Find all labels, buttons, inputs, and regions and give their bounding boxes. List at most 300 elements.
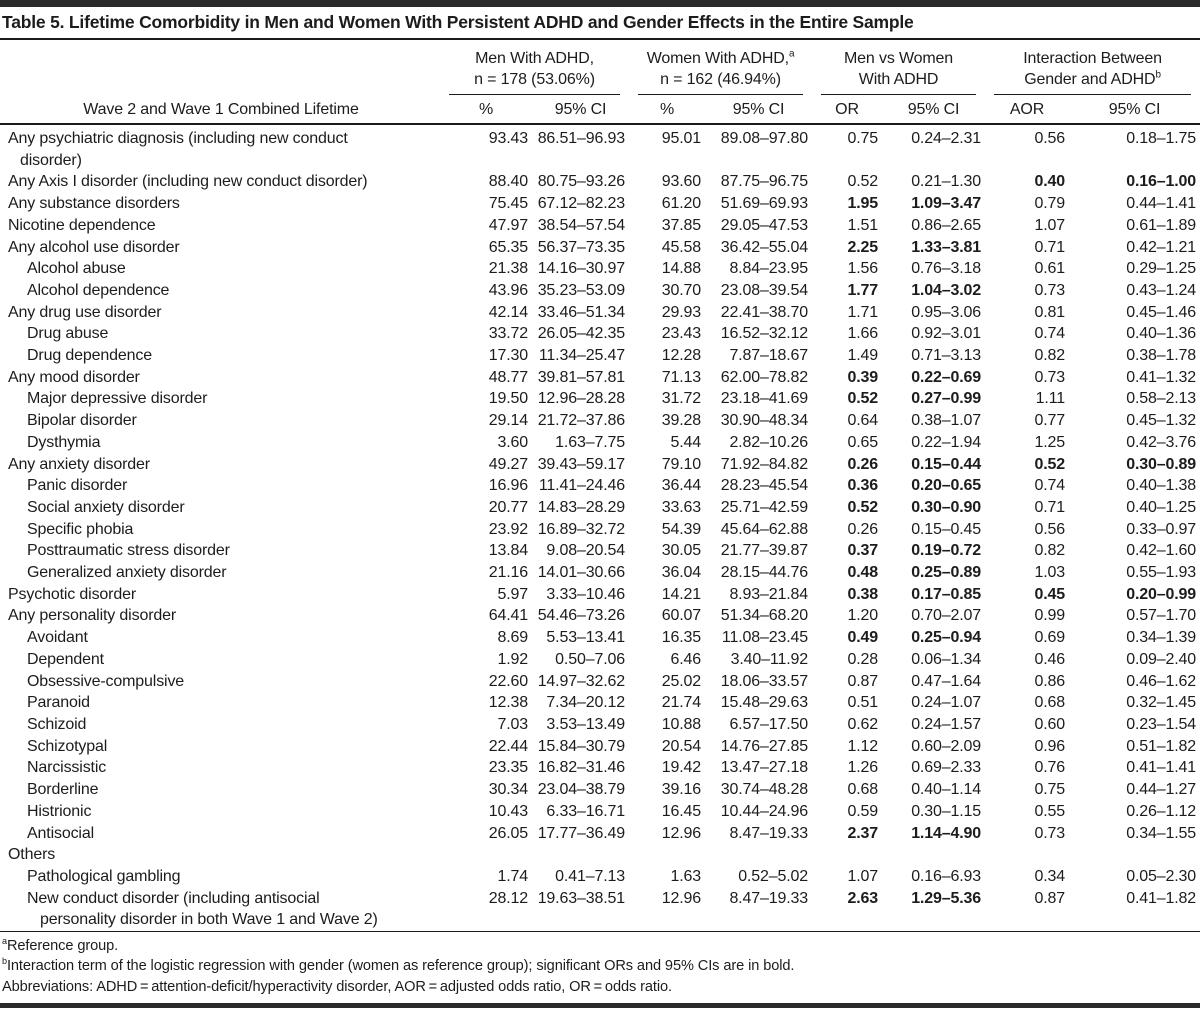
comorbidity-table [0, 40, 1200, 932]
footnote-b-text: Interaction term of the logistic regression with gender (women as reference group); significant ORs and 95% CIs are in bold. [6, 958, 795, 975]
table-row [0, 779, 1200, 801]
value-cell: 29.14 [488, 412, 528, 430]
value-cell: 8.47–19.33 [729, 824, 809, 842]
value-cell: 21.77–39.87 [720, 542, 809, 560]
value-cell: 0.70–2.07 [911, 607, 982, 625]
value-cell: 16.82–31.46 [537, 759, 626, 777]
value-cell: 0.16–1.00 [1126, 173, 1197, 191]
value-cell: 80.75–93.26 [537, 173, 626, 191]
value-cell: 30.74–48.28 [720, 781, 809, 799]
row-label: Drug dependence [27, 347, 152, 365]
value-cell: 0.62 [847, 715, 879, 733]
row-label: Dysthymia [27, 433, 101, 451]
value-cell: 0.45 [1034, 585, 1066, 603]
table-row [0, 671, 1200, 693]
value-cell: 0.15–0.44 [911, 455, 982, 473]
value-cell: 0.38–1.78 [1126, 347, 1197, 365]
row-label: Panic disorder [27, 477, 128, 495]
value-cell [1069, 844, 1200, 866]
value-cell: 5.44 [670, 433, 702, 451]
row-label: Any drug use disorder [8, 303, 162, 321]
value-cell: 64.41 [488, 607, 528, 625]
group-header-men [440, 40, 629, 95]
value-cell: 0.99 [1034, 607, 1066, 625]
value-cell: 29.93 [661, 303, 702, 321]
value-cell: 0.73 [1034, 824, 1066, 842]
table-row [0, 844, 1200, 866]
row-label: Histrionic [27, 802, 92, 820]
value-cell: 16.96 [488, 477, 528, 495]
row-label: Alcohol abuse [27, 260, 126, 278]
value-cell: 0.56 [1034, 130, 1066, 147]
value-cell: 1.51 [847, 216, 879, 234]
value-cell: 0.64 [847, 412, 879, 430]
value-cell: 0.50–7.06 [555, 650, 626, 668]
row-label: Avoidant [27, 629, 88, 647]
value-cell: 0.44–1.27 [1126, 781, 1197, 799]
value-cell: 0.79 [1034, 195, 1066, 213]
value-cell: 14.16–30.97 [537, 260, 626, 278]
value-cell: 0.87 [1034, 889, 1066, 907]
value-cell: 0.86–2.65 [911, 216, 982, 234]
value-cell: 0.51 [847, 694, 879, 712]
value-cell: 0.29–1.25 [1126, 260, 1197, 278]
value-cell: 12.96 [661, 889, 702, 907]
value-cell: 0.24–1.57 [911, 715, 982, 733]
value-cell: 95.01 [661, 130, 702, 147]
row-label: Any personality disorder [8, 607, 177, 625]
value-cell: 0.73 [1034, 368, 1066, 386]
group-women-sup: a [788, 48, 795, 60]
value-cell: 0.95–3.06 [911, 303, 982, 321]
value-cell: 0.40 [1034, 173, 1066, 191]
value-cell: 30.70 [661, 281, 702, 299]
value-cell: 0.71–3.13 [911, 347, 982, 365]
value-cell: 1.33–3.81 [911, 238, 982, 256]
value-cell: 0.42–1.21 [1126, 238, 1197, 256]
value-cell: 20.77 [488, 498, 528, 516]
value-cell: 0.41–1.41 [1126, 759, 1197, 777]
row-label: Alcohol dependence [27, 281, 170, 299]
value-cell: 1.03 [1034, 564, 1066, 582]
row-label: Others [8, 846, 56, 864]
value-cell: 1.63–7.75 [555, 433, 626, 451]
value-cell: 0.17–0.85 [911, 585, 982, 603]
value-cell: 0.22–1.94 [911, 433, 982, 451]
value-cell: 23.92 [488, 520, 528, 538]
value-cell: 93.60 [661, 173, 702, 191]
value-cell: 1.66 [847, 325, 879, 343]
value-cell: 16.52–32.12 [720, 325, 809, 343]
value-cell: 0.76 [1034, 759, 1066, 777]
group-int-line2: Gender and ADHD [1024, 70, 1156, 88]
value-cell: 0.57–1.70 [1126, 607, 1197, 625]
value-cell: 0.74 [1034, 477, 1066, 495]
value-cell: 0.23–1.54 [1126, 715, 1197, 733]
value-cell: 28.15–44.76 [720, 564, 809, 582]
value-cell: 7.03 [497, 715, 528, 733]
value-cell: 22.44 [488, 737, 528, 755]
group-mvw-line1: Men vs Women [844, 50, 954, 67]
value-cell: 49.27 [488, 455, 528, 473]
value-cell: 23.04–38.79 [537, 781, 626, 799]
value-cell: 0.30–0.89 [1126, 455, 1197, 473]
value-cell: 8.93–21.84 [729, 585, 809, 603]
value-cell: 0.37 [847, 542, 879, 560]
table-row [0, 171, 1200, 193]
row-label: Specific phobia [27, 520, 134, 538]
table-row [0, 388, 1200, 410]
table-row [0, 519, 1200, 541]
table-row [0, 280, 1200, 302]
table-row [0, 237, 1200, 259]
value-cell: 54.39 [661, 520, 702, 538]
value-cell: 13.84 [488, 542, 528, 560]
value-cell: 14.88 [661, 260, 702, 278]
value-cell: 0.68 [847, 781, 879, 799]
footnote-a-text: Reference group. [6, 938, 119, 955]
value-cell: 0.60 [1034, 715, 1066, 733]
value-cell: 29.05–47.53 [720, 216, 809, 234]
value-cell: 3.60 [497, 433, 528, 451]
row-label: Any Axis I disorder (including new conduct disorder) [8, 173, 368, 191]
value-cell: 0.82 [1034, 347, 1066, 365]
table-row [0, 801, 1200, 823]
value-cell: 0.30–0.90 [911, 498, 982, 516]
group-int-line1: Interaction Between [1023, 50, 1162, 67]
value-cell: 0.41–1.82 [1126, 889, 1197, 907]
value-cell: 39.28 [661, 412, 702, 430]
value-cell: 23.18–41.69 [720, 390, 809, 408]
value-cell: 0.18–1.75 [1126, 130, 1197, 147]
value-cell: 8.47–19.33 [729, 889, 809, 907]
value-cell: 16.45 [661, 802, 702, 820]
group-int-sup: b [1155, 69, 1161, 81]
value-cell: 0.22–0.69 [911, 368, 982, 386]
row-label: Major depressive disorder [27, 390, 208, 408]
value-cell: 2.63 [847, 889, 879, 907]
value-cell: 0.73 [1034, 281, 1066, 299]
value-cell: 0.26–1.12 [1126, 802, 1197, 820]
value-cell: 0.41–7.13 [555, 867, 626, 885]
value-cell: 47.97 [488, 216, 528, 234]
stub-column-header: Wave 2 and Wave 1 Combined Lifetime [83, 101, 359, 118]
value-cell: 0.74 [1034, 325, 1066, 343]
value-cell: 33.46–51.34 [537, 303, 626, 321]
value-cell: 0.65 [847, 433, 879, 451]
value-cell: 20.54 [661, 737, 702, 755]
value-cell: 17.77–36.49 [537, 824, 626, 842]
value-cell: 0.39 [847, 368, 879, 386]
row-label: Posttraumatic stress disorder [27, 542, 230, 560]
value-cell: 0.27–0.99 [911, 390, 982, 408]
value-cell: 21.16 [488, 564, 528, 582]
row-label: Narcissistic [27, 759, 107, 777]
value-cell: 14.21 [661, 585, 702, 603]
stub-spacer [0, 40, 440, 95]
value-cell: 39.16 [661, 781, 702, 799]
value-cell: 1.12 [847, 737, 879, 755]
value-cell: 15.48–29.63 [720, 694, 809, 712]
value-cell: 0.32–1.45 [1126, 694, 1197, 712]
value-cell: 1.11 [1035, 390, 1066, 408]
value-cell: 0.33–0.97 [1126, 520, 1197, 538]
row-label: Obsessive-compulsive [27, 672, 185, 690]
value-cell: 25.71–42.59 [720, 498, 809, 516]
table-row [0, 475, 1200, 497]
table-row [0, 432, 1200, 454]
table-row [0, 584, 1200, 606]
row-label: Any alcohol use disorder [8, 238, 180, 256]
value-cell: 28.12 [488, 889, 528, 907]
table-row [0, 454, 1200, 476]
value-cell: 12.96 [661, 824, 702, 842]
col-header-men-pct: % [478, 101, 494, 118]
col-header-women-pct: % [659, 101, 675, 118]
value-cell: 0.09–2.40 [1126, 650, 1197, 668]
value-cell: 1.07 [847, 867, 879, 885]
group-header-row [0, 40, 1200, 95]
value-cell: 19.50 [488, 390, 528, 408]
value-cell: 10.44–24.96 [720, 802, 809, 820]
value-cell: 54.46–73.26 [537, 607, 626, 625]
value-cell: 28.23–45.54 [720, 477, 809, 495]
value-cell: 0.40–1.14 [911, 781, 982, 799]
value-cell: 0.40–1.36 [1126, 325, 1197, 343]
value-cell: 0.69–2.33 [911, 759, 982, 777]
value-cell: 26.05 [488, 824, 528, 842]
value-cell: 0.34–1.39 [1126, 629, 1197, 647]
row-label: Schizotypal [27, 737, 108, 755]
value-cell: 0.58–2.13 [1126, 390, 1197, 408]
row-label: Generalized anxiety disorder [27, 564, 227, 582]
value-cell: 71.92–84.82 [720, 455, 809, 473]
value-cell: 35.23–53.09 [537, 281, 626, 299]
table-row [0, 562, 1200, 584]
table-row [0, 345, 1200, 367]
row-label: Paranoid [27, 694, 90, 712]
top-rule [0, 0, 1200, 7]
value-cell: 0.49 [847, 629, 879, 647]
table-row [0, 888, 1200, 932]
value-cell: 5.97 [497, 585, 528, 603]
value-cell: 0.25–0.94 [911, 629, 982, 647]
value-cell: 0.56 [1034, 520, 1066, 538]
value-cell: 39.81–57.81 [537, 368, 626, 386]
value-cell: 10.43 [488, 802, 528, 820]
value-cell: 11.41–24.46 [538, 477, 626, 495]
value-cell: 88.40 [488, 173, 528, 191]
value-cell: 0.82 [1034, 542, 1066, 560]
table-row [0, 627, 1200, 649]
value-cell: 61.20 [661, 195, 702, 213]
row-label: Dependent [27, 650, 104, 668]
value-cell: 0.40–1.38 [1126, 477, 1197, 495]
row-label: Pathological gambling [27, 867, 181, 885]
value-cell: 1.71 [847, 303, 879, 321]
value-cell: 0.81 [1034, 303, 1066, 321]
value-cell: 21.74 [661, 694, 702, 712]
value-cell: 45.58 [661, 238, 702, 256]
value-cell: 87.75–96.75 [720, 173, 809, 191]
value-cell: 48.77 [488, 368, 528, 386]
value-cell: 33.63 [661, 498, 702, 516]
value-cell: 65.35 [488, 238, 528, 256]
value-cell: 71.13 [661, 368, 702, 386]
value-cell: 14.01–30.66 [537, 564, 626, 582]
value-cell: 21.38 [488, 260, 528, 278]
value-cell: 0.87 [847, 672, 879, 690]
row-label: Psychotic disorder [8, 585, 137, 603]
value-cell: 0.60–2.09 [911, 737, 982, 755]
value-cell: 67.12–82.23 [537, 195, 626, 213]
value-cell: 2.25 [847, 238, 879, 256]
value-cell: 0.51–1.82 [1126, 737, 1197, 755]
value-cell: 1.95 [847, 195, 879, 213]
value-cell: 0.61–1.89 [1126, 216, 1197, 234]
value-cell: 0.55–1.93 [1126, 564, 1197, 582]
group-header-men-vs-women [812, 40, 985, 95]
value-cell: 1.74 [497, 867, 528, 885]
value-cell: 23.35 [488, 759, 528, 777]
value-cell: 19.42 [661, 759, 702, 777]
footnotes [0, 932, 1200, 1001]
value-cell: 0.38 [847, 585, 879, 603]
value-cell: 0.45–1.32 [1126, 412, 1197, 430]
value-cell: 36.42–55.04 [720, 238, 809, 256]
table-row [0, 823, 1200, 845]
value-cell: 0.61 [1034, 260, 1066, 278]
bottom-rule [0, 1003, 1200, 1008]
value-cell: 18.06–33.57 [720, 672, 809, 690]
value-cell: 30.05 [661, 542, 702, 560]
row-label: Borderline [27, 781, 99, 799]
value-cell: 0.26 [847, 520, 879, 538]
value-cell: 93.43 [488, 130, 528, 147]
value-cell: 1.25 [1034, 433, 1066, 451]
value-cell: 38.54–57.54 [537, 216, 626, 234]
table-row [0, 605, 1200, 627]
footnote-abbr-text: Abbreviations: ADHD = attention-deficit/hyperactivity disorder, AOR = adjusted odds ratio, OR = odds ratio. [2, 978, 672, 995]
value-cell: 51.34–68.20 [720, 607, 809, 625]
value-cell: 0.19–0.72 [911, 542, 982, 560]
value-cell: 11.34–25.47 [538, 347, 626, 365]
row-label: Social anxiety disorder [27, 498, 185, 516]
table-row [0, 215, 1200, 237]
value-cell: 0.25–0.89 [911, 564, 982, 582]
row-label: New conduct disorder (including antisocial personality disorder in both Wave 1 and Wave 2) [27, 889, 378, 929]
value-cell: 0.46–1.62 [1126, 672, 1197, 690]
table-row [0, 757, 1200, 779]
value-cell: 0.26 [847, 455, 879, 473]
value-cell: 0.86 [1034, 672, 1066, 690]
value-cell: 2.37 [847, 824, 879, 842]
table-row [0, 692, 1200, 714]
value-cell: 0.77 [1034, 412, 1066, 430]
table-row [0, 866, 1200, 888]
table-row [0, 302, 1200, 324]
value-cell: 0.24–2.31 [911, 130, 982, 147]
row-label: Any mood disorder [8, 368, 140, 386]
value-cell: 0.92–3.01 [911, 325, 982, 343]
value-cell: 0.52 [847, 390, 879, 408]
value-cell: 26.05–42.35 [537, 325, 626, 343]
value-cell: 0.76–3.18 [911, 260, 982, 278]
table-title: Table 5. Lifetime Comorbidity in Men and Women With Persistent ADHD and Gender Effects in the Entire Sample [0, 7, 1200, 40]
footnote-abbreviations [2, 977, 1198, 997]
value-cell: 36.04 [661, 564, 702, 582]
value-cell: 0.46 [1034, 650, 1066, 668]
value-cell: 1.56 [847, 260, 879, 278]
value-cell: 0.44–1.41 [1126, 195, 1197, 213]
value-cell: 1.26 [847, 759, 879, 777]
value-cell: 0.43–1.24 [1126, 281, 1197, 299]
col-header-aor: AOR [1009, 101, 1045, 118]
value-cell: 15.84–30.79 [537, 737, 626, 755]
value-cell: 0.15–0.45 [911, 520, 982, 538]
value-cell: 0.47–1.64 [911, 672, 982, 690]
value-cell: 0.16–6.93 [911, 867, 982, 885]
value-cell: 0.42–3.76 [1126, 433, 1197, 451]
value-cell: 3.40–11.92 [730, 650, 809, 668]
row-label: Drug abuse [27, 325, 109, 343]
value-cell: 14.76–27.85 [720, 737, 809, 755]
value-cell: 1.09–3.47 [911, 195, 982, 213]
group-header-women [629, 40, 812, 95]
value-cell: 0.55 [1034, 802, 1066, 820]
value-cell: 0.20–0.99 [1126, 585, 1197, 603]
col-header-or: OR [835, 101, 859, 118]
value-cell: 0.45–1.46 [1126, 303, 1197, 321]
value-cell: 0.38–1.07 [911, 412, 982, 430]
value-cell: 0.48 [847, 564, 879, 582]
value-cell [812, 844, 882, 866]
value-cell: 86.51–96.93 [537, 130, 626, 147]
value-cell: 14.83–28.29 [537, 498, 626, 516]
value-cell: 75.45 [488, 195, 528, 213]
value-cell: 43.96 [488, 281, 528, 299]
value-cell: 22.60 [488, 672, 528, 690]
group-men-line2: n = 178 (53.06%) [474, 70, 595, 88]
value-cell: 62.00–78.82 [720, 368, 809, 386]
table-row [0, 258, 1200, 280]
row-label: Bipolar disorder [27, 412, 137, 430]
value-cell: 9.08–20.54 [546, 542, 626, 560]
footnote-b [2, 956, 1198, 976]
value-cell: 1.92 [497, 650, 528, 668]
value-cell: 0.68 [1034, 694, 1066, 712]
value-cell: 8.84–23.95 [729, 260, 809, 278]
value-cell: 79.10 [661, 455, 702, 473]
value-cell: 31.72 [661, 390, 702, 408]
value-cell: 19.63–38.51 [537, 889, 626, 907]
value-cell: 3.53–13.49 [546, 715, 626, 733]
value-cell: 16.35 [661, 629, 702, 647]
value-cell: 39.43–59.17 [537, 455, 626, 473]
row-label: Nicotine dependence [8, 216, 156, 234]
value-cell: 89.08–97.80 [720, 130, 809, 147]
value-cell: 16.89–32.72 [537, 520, 626, 538]
table-row [0, 714, 1200, 736]
value-cell: 42.14 [488, 303, 528, 321]
value-cell: 10.88 [661, 715, 702, 733]
value-cell [985, 844, 1069, 866]
value-cell: 0.34–1.55 [1126, 824, 1197, 842]
value-cell: 0.75 [1034, 781, 1066, 799]
value-cell: 1.29–5.36 [911, 889, 982, 907]
value-cell: 30.34 [488, 781, 528, 799]
footnote-b-marker: b [2, 956, 7, 967]
